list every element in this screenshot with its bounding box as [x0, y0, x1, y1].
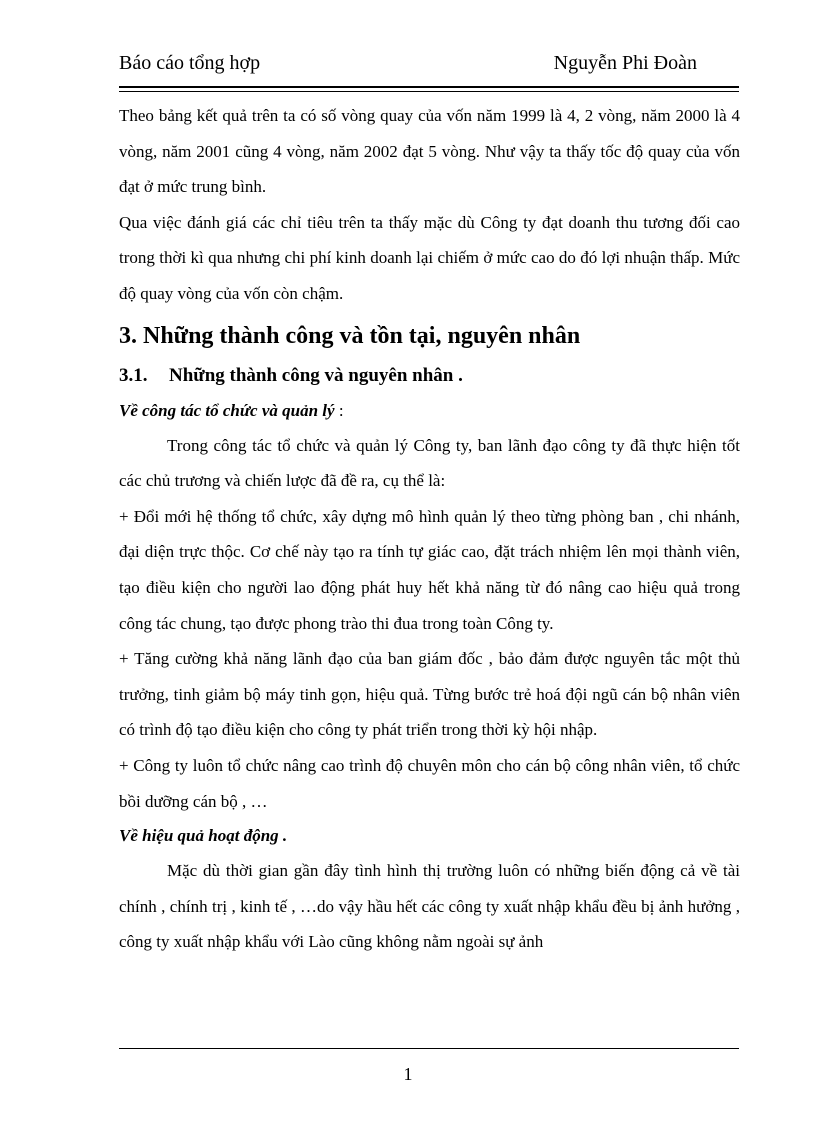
- paragraph-bullet-leadership: + Tăng cường khả năng lãnh đạo của ban giám đốc , bảo đảm được nguyên tắc một thủ trưởng, tinh giảm bộ máy tinh gọn, hiệu quả. Từng bước trẻ hoá đội ngũ cán bộ nhân viên có trình độ tạo điều kiện cho công ty phát triển trong thời kỳ hội nhập.: [119, 649, 740, 740]
- paragraph-management-intro: Trong công tác tổ chức và quản lý Công ty, ban lãnh đạo công ty đã thực hiện tốt các chủ trương và chiến lược đã đề ra, cụ thể là:: [119, 435, 740, 491]
- topic-heading-efficiency: Về hiệu quả hoạt động .: [119, 826, 288, 846]
- paragraph-bullet-training: + Công ty luôn tổ chức nâng cao trình độ chuyên môn cho cán bộ công nhân viên, tổ chức bồi dưỡng cán bộ , …: [119, 755, 740, 811]
- subsection-number: 3.1.: [119, 364, 148, 386]
- topic-title-tail: :: [334, 400, 344, 420]
- paragraph-evaluation: Qua việc đánh giá các chỉ tiêu trên ta thấy mặc dù Công ty đạt doanh thu tương đối cao trong thời kì qua nhưng chi phí kinh doanh lại chiếm ở mức cao do đó lợi nhuận thấp. Mức độ quay vòng của vốn còn chậm.: [119, 212, 740, 303]
- section-heading: 3. Những thành công và tồn tại, nguyên nhân: [119, 322, 581, 349]
- paragraph-market-impact: Mặc dù thời gian gần đây tình hình thị trường luôn có những biến động cả về tài chính , chính trị , kinh tế , …do vậy hầu hết các công ty xuất nhập khẩu đều bị ảnh hưởng , công ty xuất nhập khẩu với Lào cũng không nằm ngoài sự ảnh: [119, 861, 740, 952]
- header-author-name: Nguyễn Phi Đoàn: [553, 52, 697, 74]
- subsection-title: Những thành công và nguyên nhân .: [169, 364, 463, 386]
- subsection-heading: [119, 358, 740, 394]
- page-header: [119, 52, 739, 82]
- header-rule-thin: [119, 91, 739, 92]
- header-report-title: Báo cáo tổng hợp: [119, 52, 261, 74]
- paragraph-bullet-restructure: + Đổi mới hệ thống tổ chức, xây dựng mô hình quản lý theo từng phòng ban , chi nhánh, đại diện trực thộc. Cơ chế này tạo ra tính tự giác cao, đặt trách nhiệm lên mọi thành viên, tạo điều kiện cho người lao động phát huy hết khả năng từ đó nâng cao hiệu quả trong công tác chung, tạo được phong trào thi đua trong toàn Công ty.: [119, 506, 740, 633]
- page-number: 1: [403, 1064, 413, 1084]
- header-rule-thick: [119, 86, 739, 88]
- topic-title: Về công tác tổ chức và quản lý: [119, 400, 335, 420]
- footer-rule: [119, 1048, 739, 1049]
- topic-heading-organization: [119, 394, 740, 428]
- paragraph-capital-turnover: Theo bảng kết quả trên ta có số vòng quay của vốn năm 1999 là 4, 2 vòng, năm 2000 là 4 vòng, năm 2001 cũng 4 vòng, năm 2002 đạt 5 vòng. Như vậy ta thấy tốc độ quay của vốn đạt ở mức trung bình.: [119, 106, 740, 197]
- page-body: [119, 98, 740, 960]
